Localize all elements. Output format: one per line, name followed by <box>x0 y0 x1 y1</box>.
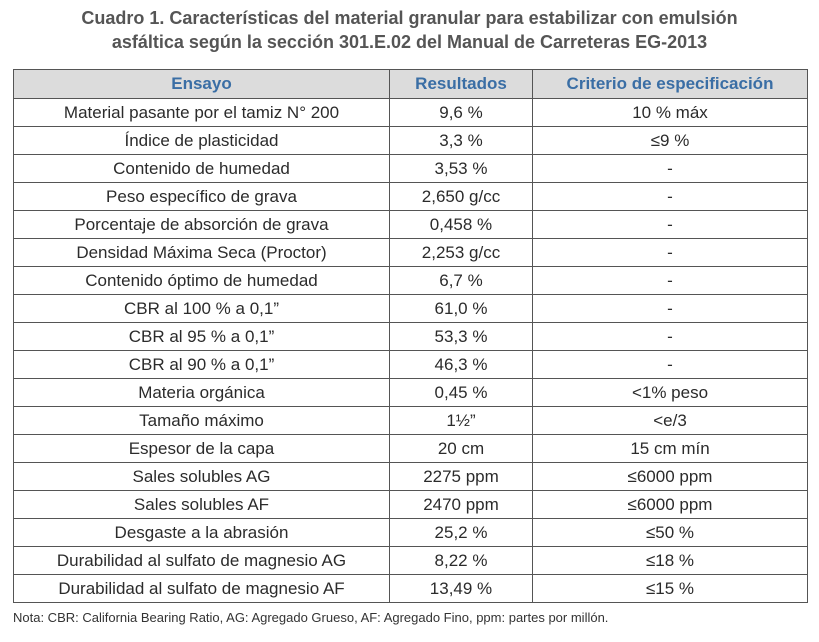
cell-ensayo: Densidad Máxima Seca (Proctor) <box>14 239 390 267</box>
table-row <box>14 211 808 239</box>
cell-criterio: - <box>533 351 808 379</box>
cell-ensayo: Tamaño máximo <box>14 407 390 435</box>
cell-criterio: - <box>533 267 808 295</box>
cell-ensayo: Materia orgánica <box>14 379 390 407</box>
cell-ensayo: Porcentaje de absorción de grava <box>14 211 390 239</box>
cell-criterio: <e/3 <box>533 407 808 435</box>
table-row <box>14 575 808 603</box>
cell-ensayo: Contenido óptimo de humedad <box>14 267 390 295</box>
table-row <box>14 127 808 155</box>
header-criterio: Criterio de especificación <box>533 70 808 99</box>
cell-criterio: - <box>533 211 808 239</box>
cell-ensayo: Sales solubles AG <box>14 463 390 491</box>
cell-resultado: 2470 ppm <box>390 491 533 519</box>
cell-criterio: ≤15 % <box>533 575 808 603</box>
cell-ensayo: Durabilidad al sulfato de magnesio AF <box>14 575 390 603</box>
cell-criterio: <1% peso <box>533 379 808 407</box>
header-resultados: Resultados <box>390 70 533 99</box>
cell-criterio: 15 cm mín <box>533 435 808 463</box>
specification-table <box>13 69 808 603</box>
table-row <box>14 239 808 267</box>
cell-criterio: ≤6000 ppm <box>533 463 808 491</box>
cell-criterio: - <box>533 183 808 211</box>
cell-resultado: 1½” <box>390 407 533 435</box>
table-row <box>14 547 808 575</box>
cell-resultado: 2,650 g/cc <box>390 183 533 211</box>
table-row <box>14 407 808 435</box>
cell-ensayo: CBR al 100 % a 0,1” <box>14 295 390 323</box>
cell-criterio: ≤6000 ppm <box>533 491 808 519</box>
cell-ensayo: Espesor de la capa <box>14 435 390 463</box>
cell-resultado: 3,53 % <box>390 155 533 183</box>
table-row <box>14 463 808 491</box>
caption-line-1: Cuadro 1. Características del material granular para estabilizar con emulsión <box>81 8 738 28</box>
table-caption <box>0 6 819 54</box>
cell-ensayo: Material pasante por el tamiz N° 200 <box>14 99 390 127</box>
cell-resultado: 9,6 % <box>390 99 533 127</box>
cell-ensayo: Índice de plasticidad <box>14 127 390 155</box>
cell-ensayo: Desgaste a la abrasión <box>14 519 390 547</box>
table-row <box>14 435 808 463</box>
cell-criterio: - <box>533 239 808 267</box>
cell-resultado: 46,3 % <box>390 351 533 379</box>
table-row <box>14 183 808 211</box>
caption-line-2: asfáltica según la sección 301.E.02 del Manual de Carreteras EG-2013 <box>111 32 708 52</box>
cell-ensayo: Durabilidad al sulfato de magnesio AG <box>14 547 390 575</box>
table-header-row <box>14 70 808 99</box>
cell-ensayo: Contenido de humedad <box>14 155 390 183</box>
cell-resultado: 61,0 % <box>390 295 533 323</box>
cell-resultado: 0,45 % <box>390 379 533 407</box>
cell-resultado: 6,7 % <box>390 267 533 295</box>
cell-ensayo: Sales solubles AF <box>14 491 390 519</box>
cell-resultado: 2,253 g/cc <box>390 239 533 267</box>
cell-resultado: 25,2 % <box>390 519 533 547</box>
table-row <box>14 323 808 351</box>
cell-criterio: - <box>533 323 808 351</box>
cell-ensayo: CBR al 90 % a 0,1” <box>14 351 390 379</box>
cell-criterio: - <box>533 155 808 183</box>
cell-criterio: - <box>533 295 808 323</box>
cell-criterio: ≤18 % <box>533 547 808 575</box>
table-row <box>14 295 808 323</box>
cell-resultado: 3,3 % <box>390 127 533 155</box>
table-note: Nota: CBR: California Bearing Ratio, AG: Agregado Grueso, AF: Agregado Fino, ppm: partes por millón. <box>13 610 609 625</box>
cell-resultado: 8,22 % <box>390 547 533 575</box>
table-row <box>14 99 808 127</box>
cell-criterio: 10 % máx <box>533 99 808 127</box>
table-row <box>14 155 808 183</box>
header-ensayo: Ensayo <box>14 70 390 99</box>
table-row <box>14 379 808 407</box>
table-row <box>14 491 808 519</box>
cell-ensayo: Peso específico de grava <box>14 183 390 211</box>
cell-criterio: ≤9 % <box>533 127 808 155</box>
cell-resultado: 53,3 % <box>390 323 533 351</box>
cell-ensayo: CBR al 95 % a 0,1” <box>14 323 390 351</box>
cell-resultado: 20 cm <box>390 435 533 463</box>
cell-criterio: ≤50 % <box>533 519 808 547</box>
cell-resultado: 13,49 % <box>390 575 533 603</box>
table-row <box>14 519 808 547</box>
table-body <box>14 99 808 603</box>
table-row <box>14 351 808 379</box>
cell-resultado: 2275 ppm <box>390 463 533 491</box>
table-row <box>14 267 808 295</box>
cell-resultado: 0,458 % <box>390 211 533 239</box>
